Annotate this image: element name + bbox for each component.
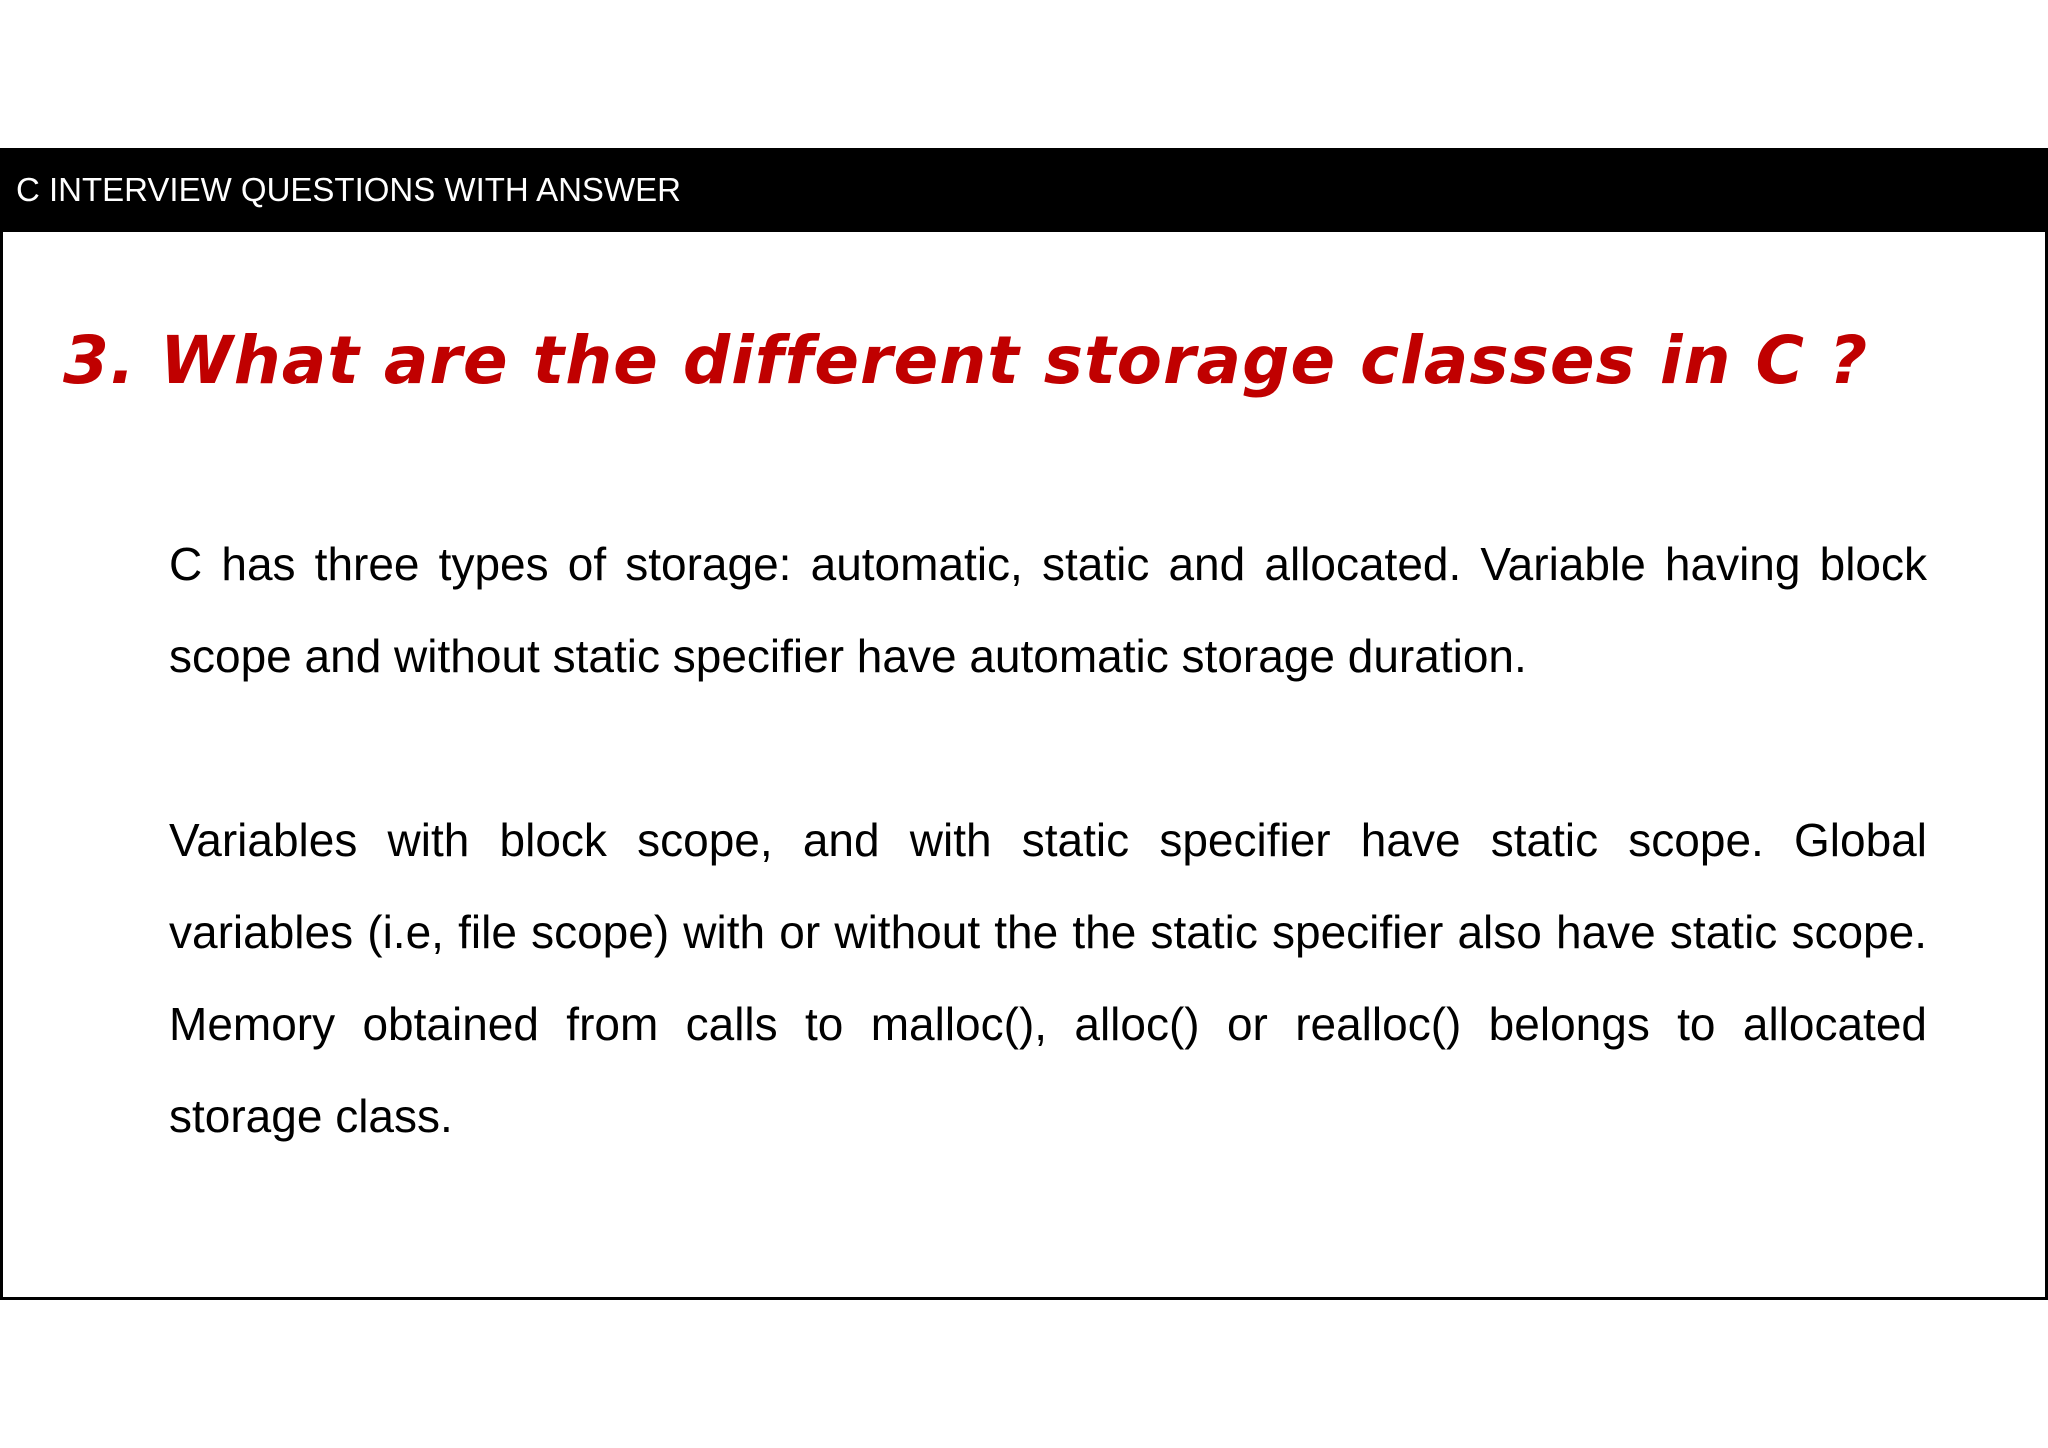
header-bar (0, 148, 2048, 232)
answer-paragraph-2: Variables with block scope, and with static specifier have static scope. Global variables (i.e, file scope) with or without the the static specifier also have static scope. Memory obtained from calls to malloc(), alloc() or realloc() belongs to allocated storage class. (169, 814, 1927, 1142)
answer-paragraph-1: C has three types of storage: automatic, static and allocated. Variable having block scope and without static specifier have automatic storage duration. (169, 538, 1927, 682)
header-title: C INTERVIEW QUESTIONS WITH ANSWER (16, 171, 681, 208)
question-title: 3. What are the different storage classes in C ? (63, 322, 1869, 399)
content-box (0, 232, 2048, 1300)
